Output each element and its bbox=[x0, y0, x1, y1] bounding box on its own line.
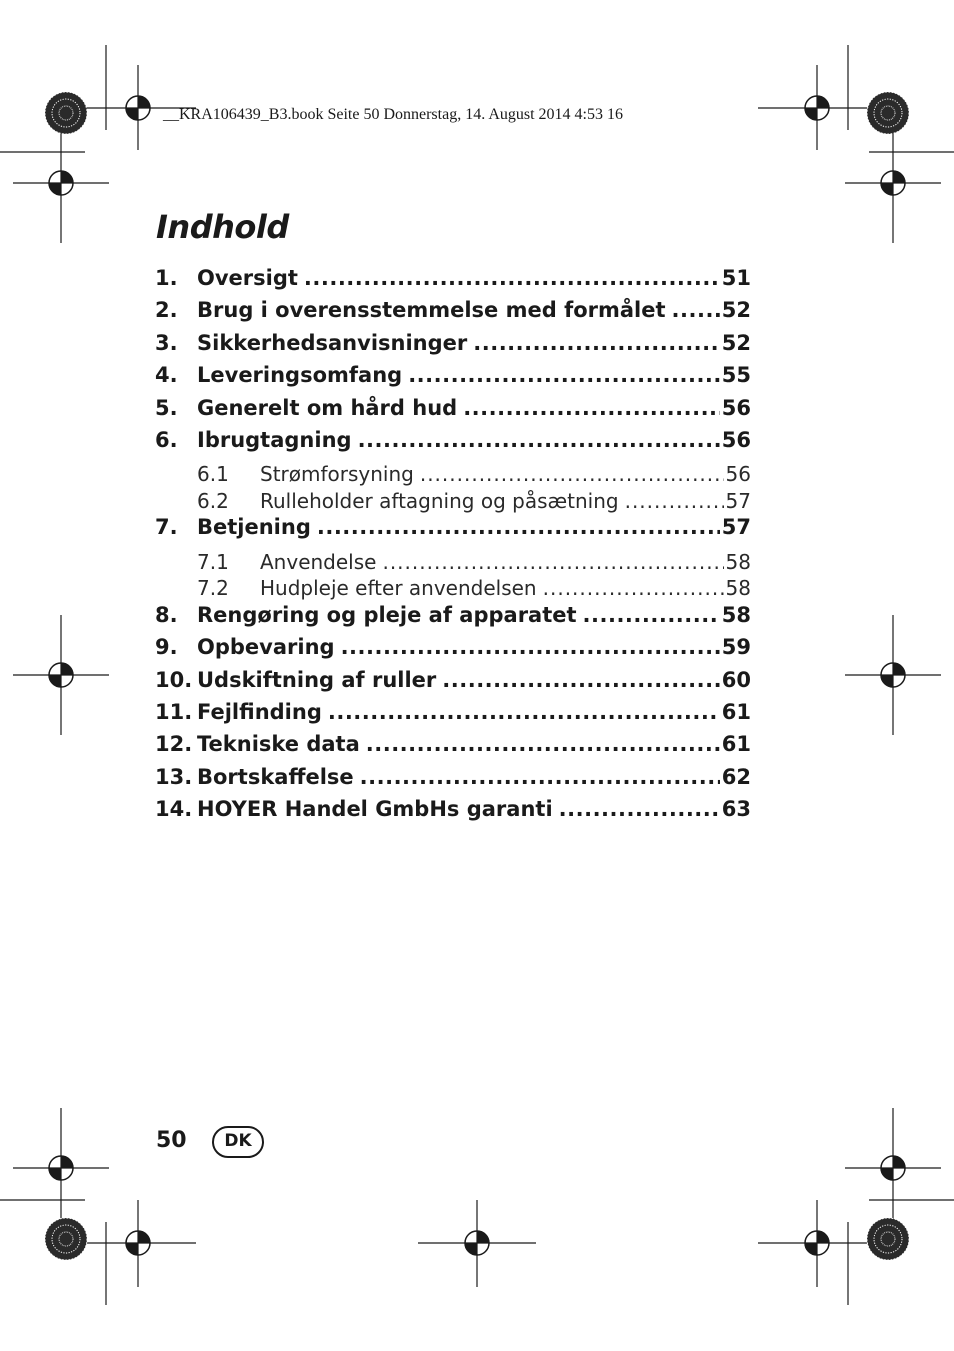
toc-leader-dots bbox=[543, 576, 724, 600]
toc-entry-label: Rulleholder aftagning og påsætning bbox=[260, 488, 619, 513]
toc-entry-number: 13. bbox=[155, 764, 193, 789]
country-badge: DK bbox=[212, 1126, 264, 1158]
toc-entry-number: 14. bbox=[155, 797, 193, 822]
toc-entry-page: 56 bbox=[721, 395, 751, 420]
toc-entry-label: Rengøring og pleje af apparatet bbox=[197, 602, 577, 627]
toc-entry[interactable] bbox=[155, 266, 751, 298]
toc-entry-label: Generelt om hård hud bbox=[197, 395, 458, 420]
toc-entry-page: 62 bbox=[721, 764, 751, 789]
toc-entry-number: 12. bbox=[155, 732, 193, 757]
toc-entry-number: 7.2 bbox=[197, 576, 229, 601]
toc-entry-number: 9. bbox=[155, 635, 178, 660]
toc-entry-number: 6.2 bbox=[197, 488, 229, 513]
toc-entry[interactable] bbox=[155, 603, 751, 635]
toc-entry-page: 63 bbox=[721, 797, 751, 822]
toc-entry-label: Oversigt bbox=[197, 266, 298, 290]
page-title: Indhold bbox=[156, 208, 289, 246]
toc-entry-page: 52 bbox=[721, 298, 751, 323]
toc-entry[interactable] bbox=[155, 363, 751, 395]
toc-leader-dots bbox=[420, 462, 724, 486]
toc-entry-number: 6.1 bbox=[197, 462, 229, 487]
toc-entry-label: Anvendelse bbox=[260, 549, 377, 574]
toc-entry-page: 57 bbox=[725, 488, 751, 513]
toc-entry[interactable] bbox=[155, 668, 751, 700]
toc-entry-number: 6. bbox=[155, 427, 178, 452]
page-number: 50 bbox=[156, 1128, 187, 1153]
toc-entry-number: 8. bbox=[155, 602, 178, 627]
toc-entry-label: Bortskaffelse bbox=[197, 764, 354, 789]
toc-leader-dots bbox=[366, 732, 720, 756]
toc-entry-label: HOYER Handel GmbHs garanti bbox=[197, 797, 553, 822]
toc-entry-number: 1. bbox=[155, 266, 178, 290]
toc-entry-number: 10. bbox=[155, 667, 193, 692]
toc-entry[interactable] bbox=[155, 635, 751, 667]
toc-entry-number: 2. bbox=[155, 298, 178, 323]
toc-entry[interactable] bbox=[155, 732, 751, 764]
toc-entry[interactable] bbox=[155, 489, 751, 516]
star-target-icon bbox=[45, 1218, 87, 1260]
toc-entry[interactable] bbox=[155, 797, 751, 829]
toc-leader-dots bbox=[382, 550, 723, 574]
toc-leader-dots bbox=[473, 331, 720, 355]
toc-entry[interactable] bbox=[155, 700, 751, 732]
toc-entry[interactable] bbox=[155, 515, 751, 547]
toc-entry-page: 58 bbox=[721, 602, 751, 627]
toc-entry-number: 3. bbox=[155, 330, 178, 355]
toc-entry[interactable] bbox=[155, 396, 751, 428]
toc-entry-page: 61 bbox=[721, 699, 751, 724]
toc-entry-page: 59 bbox=[721, 635, 751, 660]
toc-entry-label: Strømforsyning bbox=[260, 462, 414, 487]
star-target-icon bbox=[867, 1218, 909, 1260]
toc-entry-number: 5. bbox=[155, 395, 178, 420]
print-info-header: __KRA106439_B3.book Seite 50 Donnerstag, 14. August 2014 4:53 16 bbox=[163, 106, 623, 123]
toc-leader-dots bbox=[583, 603, 720, 627]
toc-leader-dots bbox=[463, 396, 720, 420]
toc-entry-number: 11. bbox=[155, 699, 193, 724]
toc-entry-label: Udskiftning af ruller bbox=[197, 667, 437, 692]
toc-entry-page: 60 bbox=[721, 667, 751, 692]
toc-entry-page: 58 bbox=[725, 549, 751, 574]
toc-leader-dots bbox=[360, 765, 720, 789]
toc-leader-dots bbox=[341, 635, 720, 659]
toc-entry[interactable] bbox=[155, 298, 751, 330]
toc-entry-page: 56 bbox=[721, 427, 751, 452]
toc-leader-dots bbox=[559, 797, 720, 821]
toc-leader-dots bbox=[304, 266, 720, 290]
toc-entry[interactable] bbox=[155, 765, 751, 797]
toc-entry-page: 56 bbox=[725, 462, 751, 487]
toc-entry-number: 7. bbox=[155, 515, 178, 540]
table-of-contents bbox=[155, 266, 751, 829]
toc-entry-label: Brug i overensstemmelse med formålet bbox=[197, 298, 666, 323]
toc-leader-dots bbox=[408, 363, 720, 387]
toc-entry-page: 55 bbox=[721, 363, 751, 388]
star-target-icon bbox=[867, 92, 909, 134]
toc-entry[interactable] bbox=[155, 428, 751, 460]
toc-entry-number: 7.1 bbox=[197, 549, 229, 574]
toc-leader-dots bbox=[442, 668, 719, 692]
toc-leader-dots bbox=[317, 515, 720, 539]
toc-entry-label: Tekniske data bbox=[197, 732, 360, 757]
toc-entry-label: Betjening bbox=[197, 515, 311, 540]
star-target-icon bbox=[45, 92, 87, 134]
toc-entry-label: Ibrugtagning bbox=[197, 427, 352, 452]
toc-entry[interactable] bbox=[155, 331, 751, 363]
toc-leader-dots bbox=[625, 489, 724, 513]
toc-entry-label: Hudpleje efter anvendelsen bbox=[260, 576, 537, 601]
toc-entry-label: Opbevaring bbox=[197, 635, 335, 660]
toc-entry-label: Leveringsomfang bbox=[197, 363, 403, 388]
toc-entry[interactable] bbox=[155, 550, 751, 577]
toc-entry-number: 4. bbox=[155, 363, 178, 388]
toc-entry-page: 57 bbox=[721, 515, 751, 540]
toc-entry-page: 51 bbox=[721, 266, 751, 290]
toc-entry-page: 58 bbox=[725, 576, 751, 601]
toc-entry[interactable] bbox=[155, 576, 751, 603]
toc-leader-dots bbox=[358, 428, 720, 452]
toc-entry-page: 61 bbox=[721, 732, 751, 757]
toc-entry[interactable] bbox=[155, 462, 751, 489]
toc-leader-dots bbox=[328, 700, 720, 724]
toc-entry-label: Sikkerhedsanvisninger bbox=[197, 330, 468, 355]
toc-leader-dots bbox=[672, 298, 720, 322]
toc-entry-label: Fejlfinding bbox=[197, 699, 322, 724]
toc-entry-page: 52 bbox=[721, 330, 751, 355]
